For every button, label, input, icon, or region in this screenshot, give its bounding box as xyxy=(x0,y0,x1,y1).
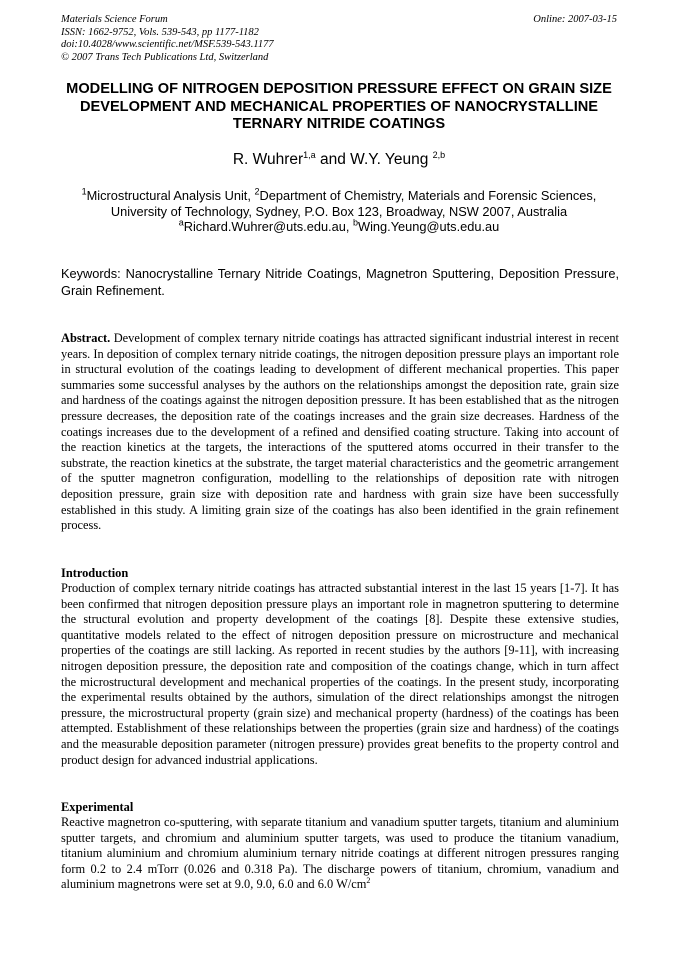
affiliation-line-2: University of Technology, Sydney, P.O. Box 123, Broadway, NSW 2007, Australia xyxy=(110,203,568,219)
email-author-2[interactable]: Wing.Yeung@uts.edu.au xyxy=(357,219,500,234)
journal-name: Materials Science Forum xyxy=(61,14,168,25)
doi-line[interactable]: doi:10.4028/www.scientific.net/MSF.539-543.1177 xyxy=(61,39,274,50)
experimental-text xyxy=(61,815,619,893)
introduction-heading: Introduction xyxy=(61,566,129,580)
online-date: Online: 2007-03-15 xyxy=(533,14,617,25)
affiliation-unit-2: Department of Chemistry, Materials and Forensic Sciences, xyxy=(259,188,597,203)
abstract-label: Abstract. xyxy=(61,331,111,345)
affiliation-mark-2: 2 xyxy=(254,186,260,197)
affiliation-mark-1: 1 xyxy=(81,186,87,197)
affiliations xyxy=(50,188,628,235)
email-mark-b: b xyxy=(352,217,358,228)
abstract xyxy=(61,331,619,534)
email-author-1[interactable]: Richard.Wuhrer@uts.edu.au, xyxy=(183,219,353,234)
author-conjunction: and xyxy=(315,151,351,168)
experimental-heading: Experimental xyxy=(61,800,134,814)
experimental-body: Reactive magnetron co-sputtering, with separate titanium and vanadium sputter targets, titanium and aluminium sputter targets, and chromium and aluminium sputter targets, was used to produce the titanium vanadium, titanium aluminium and chromium aluminium ternary nitride coatings at different nitrogen pressures ranging form 0.2 to 2.4 mTorr (0.026 and 0.318 Pa). The discharge powers of titanium, chromium, vanadium and aluminium magnetrons were set at 9.0, 9.0, 6.0 and 6.0 W/cm xyxy=(61,815,619,892)
email-line xyxy=(50,219,628,235)
author-line xyxy=(0,150,678,169)
paper-title: MODELLING OF NITROGEN DEPOSITION PRESSURE EFFECT ON GRAIN SIZE DEVELOPMENT AND MECHANICAL PROPERTIES OF NANOCRYSTALLINE TERNARY NITRIDE COATINGS xyxy=(66,81,612,132)
abstract-text: Development of complex ternary nitride coatings has attracted significant industrial interest in recent years. In deposition of complex ternary nitride coatings, the nitrogen deposition pressure plays an important role in structural evolution of the coatings leading to development of different mechanical properties. This paper summaries some successful analyses by the authors on the relationships amongst the deposition rate, grain size and hardness of the coatings against the nitrogen deposition pressure. It has been established that as the nitrogen pressure decreases, the deposition rate of the coatings increases and the grain size decreases. Hardness of the coatings increases due to the development of a refined and densified coating structure. Taking into account of the reaction kinetics at the targets, the interactions of the sputtered atoms occurred in their transfer to the substrate, the reaction kinetics at the substrate, the target material characteristics and the geometric arrangement of the sputter magnetron configuration, modelling to the relationships of deposition rate with nitrogen deposition pressure, grain size with deposition rate and hardness with grain size have been successfully established in this study. A limiting grain size of the coatings has also been identified in the grain refinement process. xyxy=(61,331,619,533)
issn-line: ISSN: 1662-9752, Vols. 539-543, pp 1177-1182 xyxy=(61,26,259,38)
affiliation-unit-1: Microstructural Analysis Unit, xyxy=(86,188,255,203)
author-1: R. Wuhrer xyxy=(232,151,304,168)
journal-header xyxy=(61,14,617,64)
author-2-affiliation-mark: 2,b xyxy=(432,149,446,160)
author-1-affiliation-mark: 1,a xyxy=(303,149,316,160)
affiliation-line-1 xyxy=(50,188,628,204)
email-mark-a: a xyxy=(178,217,184,228)
copyright-line: © 2007 Trans Tech Publications Ltd, Switzerland xyxy=(61,51,269,63)
keywords: Keywords: Nanocrystalline Ternary Nitride Coatings, Magnetron Sputtering, Deposition Pressure, Grain Refinement. xyxy=(61,266,619,298)
introduction-text: Production of complex ternary nitride coatings has attracted substantial interest in the last 15 years [1-7]. It has been confirmed that nitrogen deposition pressure plays an important role in magnetron sputtering to determine the structural evolution and property development of the coatings [8]. Despite these extensive studies, quantitative models related to the effect of nitrogen deposition pressure on microstructure and mechanical properties of the coatings are still lacking. As reported in recent studies by the authors [9-11], with increasing nitrogen deposition pressure, the deposition rate and composition of the coatings change, which in turn affect the microstructural development and mechanical properties of the coatings. In the present study, incorporating the experimental results obtained by the authors, simulation of the direct relationships amongst the nitrogen pressure, the microstructural property (grain size) and mechanical property (hardness) of the coatings has been attempted. Establishment of these relationships between the properties (grain size and hardness) of the coatings and the measurable deposition parameter (nitrogen pressure) provides great benefits to the property control and product design for advanced industrial applications. xyxy=(61,581,619,767)
unit-superscript: 2 xyxy=(366,876,371,886)
author-2: W.Y. Yeung xyxy=(350,151,433,168)
